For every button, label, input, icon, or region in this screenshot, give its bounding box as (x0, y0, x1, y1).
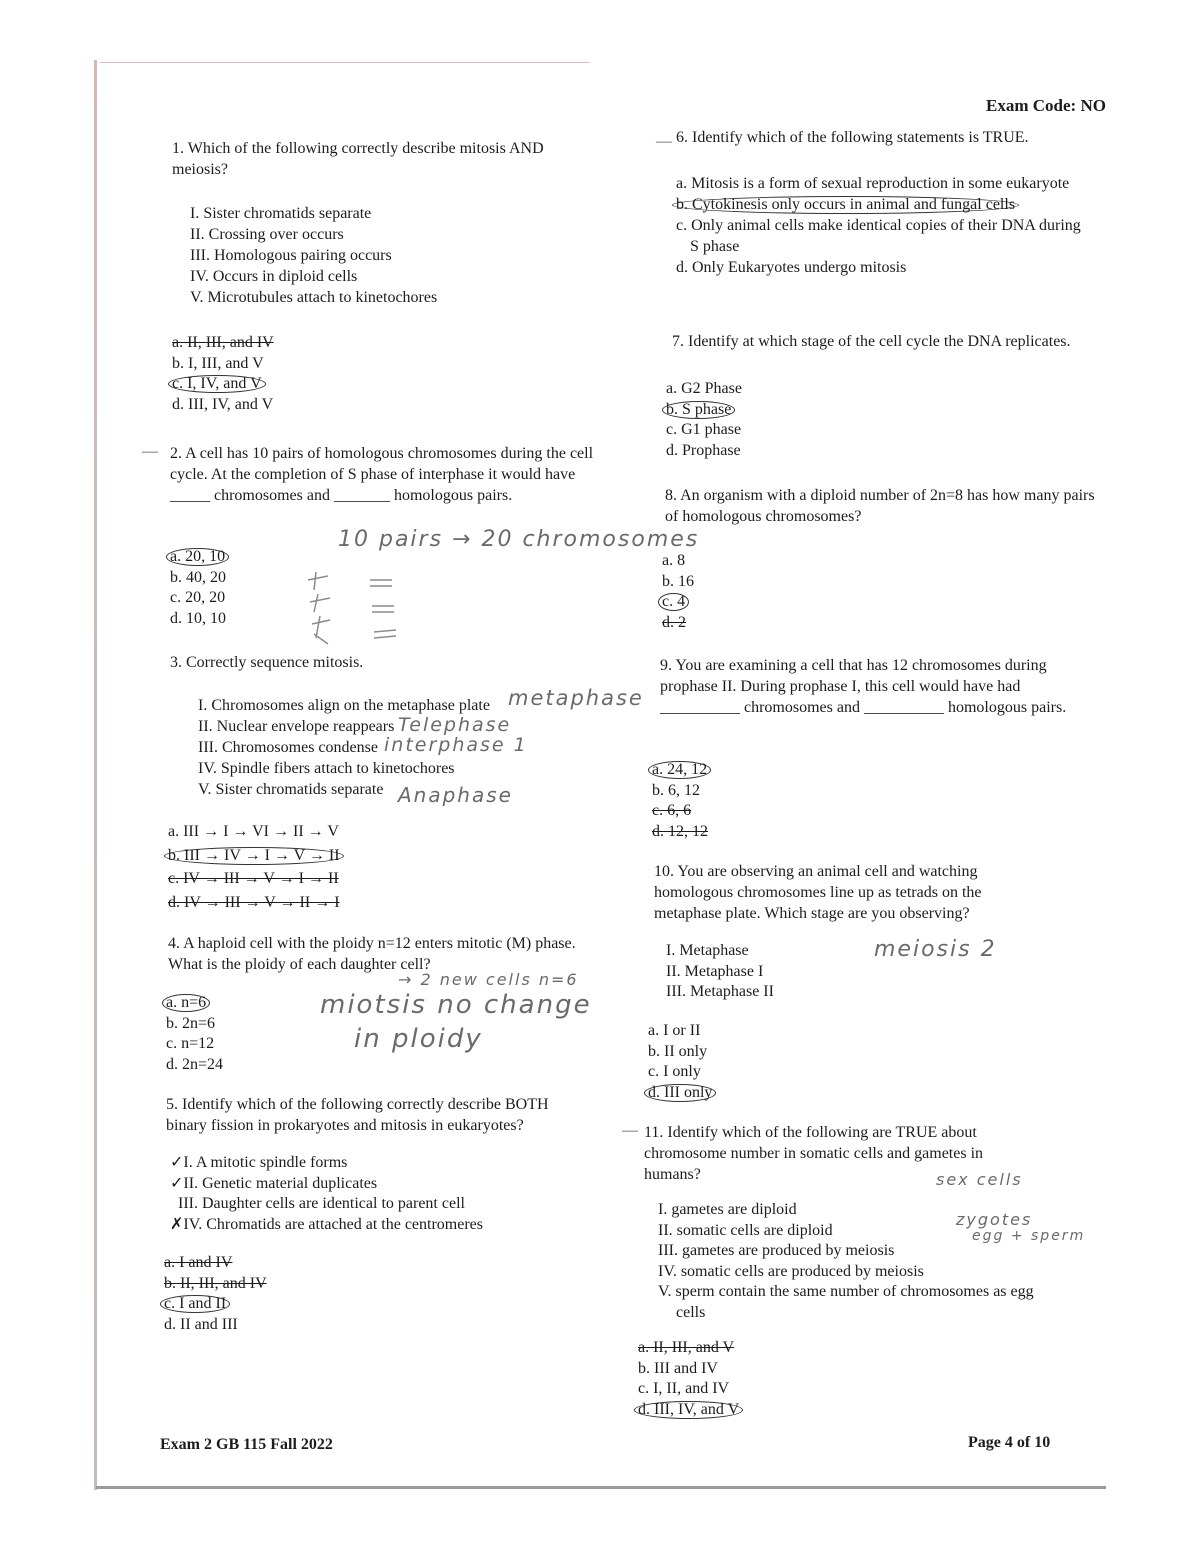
q1-statement: V. Microtubules attach to kinetochores (190, 289, 438, 306)
q4-option-c: c. n=12 (166, 1035, 215, 1052)
q11-stem: 11. Identify which of the following are TRUE about chromosome number in somatic cells and gametes in humans? (644, 1124, 984, 1183)
q11-note-sex-cells: sex cells (936, 1170, 1023, 1189)
q9-option-b: b. 6, 12 (652, 781, 700, 799)
q8-option-d: d. 2 (662, 613, 686, 631)
q8-option-c-circled: c. 4 (658, 593, 689, 611)
q7-option-d: d. Prophase (666, 441, 741, 459)
q7-option-c: c. G1 phase (666, 421, 742, 438)
q2-option-b: b. 40, 20 (170, 568, 226, 586)
q1-statement: IV. Occurs in diploid cells (190, 268, 358, 285)
exam-code: Exam Code: NO (986, 96, 1106, 115)
q11-note-egg-sperm: egg + sperm (972, 1228, 1086, 1244)
q5-option-b: b. II, III, and IV (164, 1274, 267, 1292)
q6-option-b-circled: b. Cytokinesis only occurs in animal and fungal cells (672, 196, 1019, 214)
q9-option-c: c. 6, 6 (652, 802, 692, 819)
q2-option-c: c. 20, 20 (170, 589, 226, 606)
q4-options (166, 993, 223, 1075)
margin-dash-icon: — (142, 443, 158, 460)
q7-option-a: a. G2 Phase (666, 380, 742, 397)
q3-option-b-circled: b. III → IV → I → V → II (164, 847, 344, 865)
scan-edge-bottom (96, 1486, 1106, 1489)
q5-option-a: a. I and IV (164, 1254, 233, 1271)
q10-statement-list (666, 941, 774, 1003)
q1-statement-list (190, 203, 437, 308)
q1-option-b: b. I, III, and V (172, 354, 264, 372)
q1-statement: III. Homologous pairing occurs (190, 247, 392, 264)
q3-option-c: c. IV → III → V → I → II (168, 870, 339, 887)
q5-statement: ✓II. Genetic material duplicates (170, 1174, 378, 1192)
q11-statement: V. sperm contain the same number of chromosomes as egg cells (658, 1283, 1034, 1321)
q1-statement: I. Sister chromatids separate (190, 205, 372, 222)
q3-note-interphase: interphase 1 (384, 734, 528, 756)
footer-page-number: Page 4 of 10 (968, 1434, 1051, 1451)
q11-option-d-circled: d. III, IV, and V (634, 1401, 743, 1419)
q10-statement: III. Metaphase II (666, 983, 774, 1000)
q5-option-c-circled: c. I and II (160, 1295, 230, 1313)
scan-edge-top (100, 62, 590, 63)
q4-note-line1: miotsis no change (320, 990, 592, 1020)
q3-note-anaphase: Anaphase (398, 783, 513, 807)
q7-stem: 7. Identify at which stage of the cell cycle the DNA replicates. (672, 333, 1071, 350)
q11-statement: II. somatic cells are diploid (658, 1221, 833, 1239)
q3-statement: V. Sister chromatids separate (198, 781, 384, 798)
q1-options (172, 333, 274, 415)
q5-statement-list (170, 1153, 483, 1235)
q3-stem: 3. Correctly sequence mitosis. (170, 654, 364, 671)
q7-option-b-circled: b. S phase (662, 401, 735, 419)
q2-option-d: d. 10, 10 (170, 609, 226, 627)
q5-option-d: d. II and III (164, 1315, 238, 1333)
q4-note-line2: in ploidy (354, 1024, 483, 1054)
q8-stem: 8. An organism with a diploid number of 2n=8 has how many pairs of homologous chromosomes? (665, 487, 1095, 525)
q3-options (168, 820, 344, 914)
q6-stem: 6. Identify which of the following statements is TRUE. (676, 129, 1029, 146)
scribble-marks (300, 568, 410, 652)
q9-option-a-circled: a. 24, 12 (648, 761, 711, 779)
q8-option-b: b. 16 (662, 572, 694, 590)
q5-statement: III. Daughter cells are identical to parent cell (178, 1195, 465, 1212)
q4-option-a-circled: a. n=6 (162, 994, 210, 1012)
q2-options (170, 547, 229, 629)
q3-statement: IV. Spindle fibers attach to kinetochores (198, 760, 455, 777)
q3-option-d: d. IV → III → V → II → I (168, 893, 340, 911)
q4-stem: 4. A haploid cell with the ploidy n=12 enters mitotic (M) phase. What is the ploidy of each daughter cell? (168, 935, 576, 973)
q8-option-a: a. 8 (662, 552, 686, 569)
q5-options (164, 1253, 267, 1335)
q11-options (638, 1338, 743, 1420)
q11-statement: I. gametes are diploid (658, 1201, 797, 1218)
q3-statement: III. Chromosomes condense (198, 739, 378, 756)
q7-options (666, 379, 742, 461)
q5-statement: ✗IV. Chromatids are attached at the centromeres (170, 1215, 483, 1233)
margin-dash-icon: — (656, 133, 672, 150)
q1-option-c-circled: c. I, IV, and V (168, 375, 266, 393)
q1-statement: II. Crossing over occurs (190, 226, 344, 243)
q10-option-b: b. II only (648, 1042, 708, 1060)
q3-note-metaphase: metaphase (508, 686, 644, 710)
q6-options (676, 173, 1116, 278)
q10-option-a: a. I or II (648, 1022, 701, 1039)
margin-dash-icon: — (622, 1122, 638, 1139)
q11-note-zygotes: zygotes (956, 1210, 1033, 1229)
q3-option-a: a. III → I → VI → II → V (168, 823, 339, 840)
q6-option-d: d. Only Eukaryotes undergo mitosis (676, 259, 907, 276)
q10-options (648, 1021, 716, 1103)
footer-course: Exam 2 GB 115 Fall 2022 (160, 1436, 333, 1453)
q4-note-cells: → 2 new cells n=6 (398, 970, 579, 989)
q2-option-a-circled: a. 20, 10 (166, 548, 229, 566)
q4-option-b: b. 2n=6 (166, 1014, 216, 1032)
q3-statement: I. Chromosomes align on the metaphase plate (198, 697, 490, 714)
q11-statement-list (658, 1200, 1058, 1323)
q11-option-b: b. III and IV (638, 1359, 718, 1377)
q10-option-d-circled: d. III only (644, 1084, 716, 1102)
q10-stem: 10. You are observing an animal cell and watching homologous chromosomes line up as tetrads on the metaphase plate. Which stage are you observing? (654, 863, 982, 922)
q1-option-d: d. III, IV, and V (172, 395, 274, 413)
q6-option-c: c. Only animal cells make identical copies of their DNA during S phase (676, 217, 1081, 255)
q5-stem: 5. Identify which of the following correctly describe BOTH binary fission in prokaryotes and mitosis in eukaryotes? (166, 1096, 549, 1134)
q10-handwritten-note: meiosis 2 (874, 937, 997, 962)
q9-option-d: d. 12, 12 (652, 822, 708, 840)
q11-statement: III. gametes are produced by meiosis (658, 1242, 895, 1259)
q6-option-a: a. Mitosis is a form of sexual reproduction in some eukaryote (676, 175, 1070, 192)
q2-stem: 2. A cell has 10 pairs of homologous chromosomes during the cell cycle. At the completion of S phase of interphase it would have _____ chromosomes and _______ homologous pairs. (170, 445, 594, 504)
q4-option-d: d. 2n=24 (166, 1055, 224, 1073)
q11-option-a: a. II, III, and V (638, 1339, 735, 1356)
q3-statement: II. Nuclear envelope reappears (198, 718, 395, 735)
q8-options (662, 551, 694, 633)
q3-note-telophase: Telephase (398, 714, 512, 736)
scan-edge-left (94, 60, 97, 1490)
q9-stem: 9. You are examining a cell that has 12 chromosomes during prophase II. During prophase I, this cell would have had __________ chromosomes and __________ homologous pairs. (660, 657, 1067, 716)
q11-option-c: c. I, II, and IV (638, 1380, 730, 1397)
q2-handwritten-note: 10 pairs → 20 chromosomes (338, 527, 700, 552)
q10-statement: II. Metaphase I (666, 962, 764, 980)
q10-statement: I. Metaphase (666, 942, 749, 959)
q11-statement: IV. somatic cells are produced by meiosis (658, 1262, 924, 1280)
q10-option-c: c. I only (648, 1063, 701, 1080)
q9-options (652, 760, 711, 842)
q1-stem: 1. Which of the following correctly describe mitosis AND meiosis? (172, 140, 544, 178)
q1-option-a: a. II, III, and IV (172, 334, 274, 351)
q5-statement: ✓I. A mitotic spindle forms (170, 1154, 348, 1171)
